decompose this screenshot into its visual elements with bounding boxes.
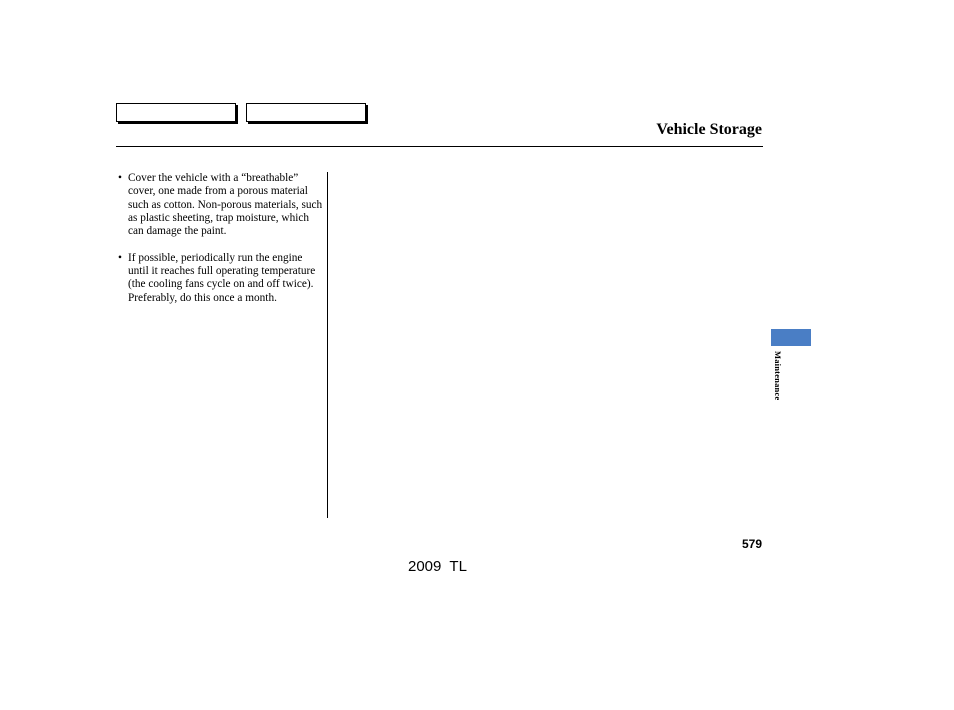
nav-next-button[interactable] <box>246 103 366 122</box>
column-divider <box>327 172 328 518</box>
section-tab[interactable] <box>771 329 811 346</box>
bullet-icon: • <box>118 172 122 184</box>
bullet-list <box>118 172 324 318</box>
bullet-text: Cover the vehicle with a “breathable” cover, one made from a porous material such as cotton. Non-porous materials, such as plastic sheeting, trap moisture, which can damage the paint. <box>128 172 323 238</box>
list-item <box>118 172 324 238</box>
section-label: Maintenance <box>773 351 783 401</box>
page-title: Vehicle Storage <box>656 121 762 138</box>
bullet-icon: • <box>118 251 122 264</box>
list-item <box>118 252 324 305</box>
title-divider <box>116 146 763 147</box>
page-number: 579 <box>741 537 762 551</box>
footer-model: 2009 TL <box>408 558 467 575</box>
nav-previous-button[interactable] <box>116 103 236 122</box>
bullet-text: If possible, periodically run the engine until it reaches full operating temperature (the cooling fans cycle on and off twice). Preferably, do this once a month. <box>128 251 316 304</box>
